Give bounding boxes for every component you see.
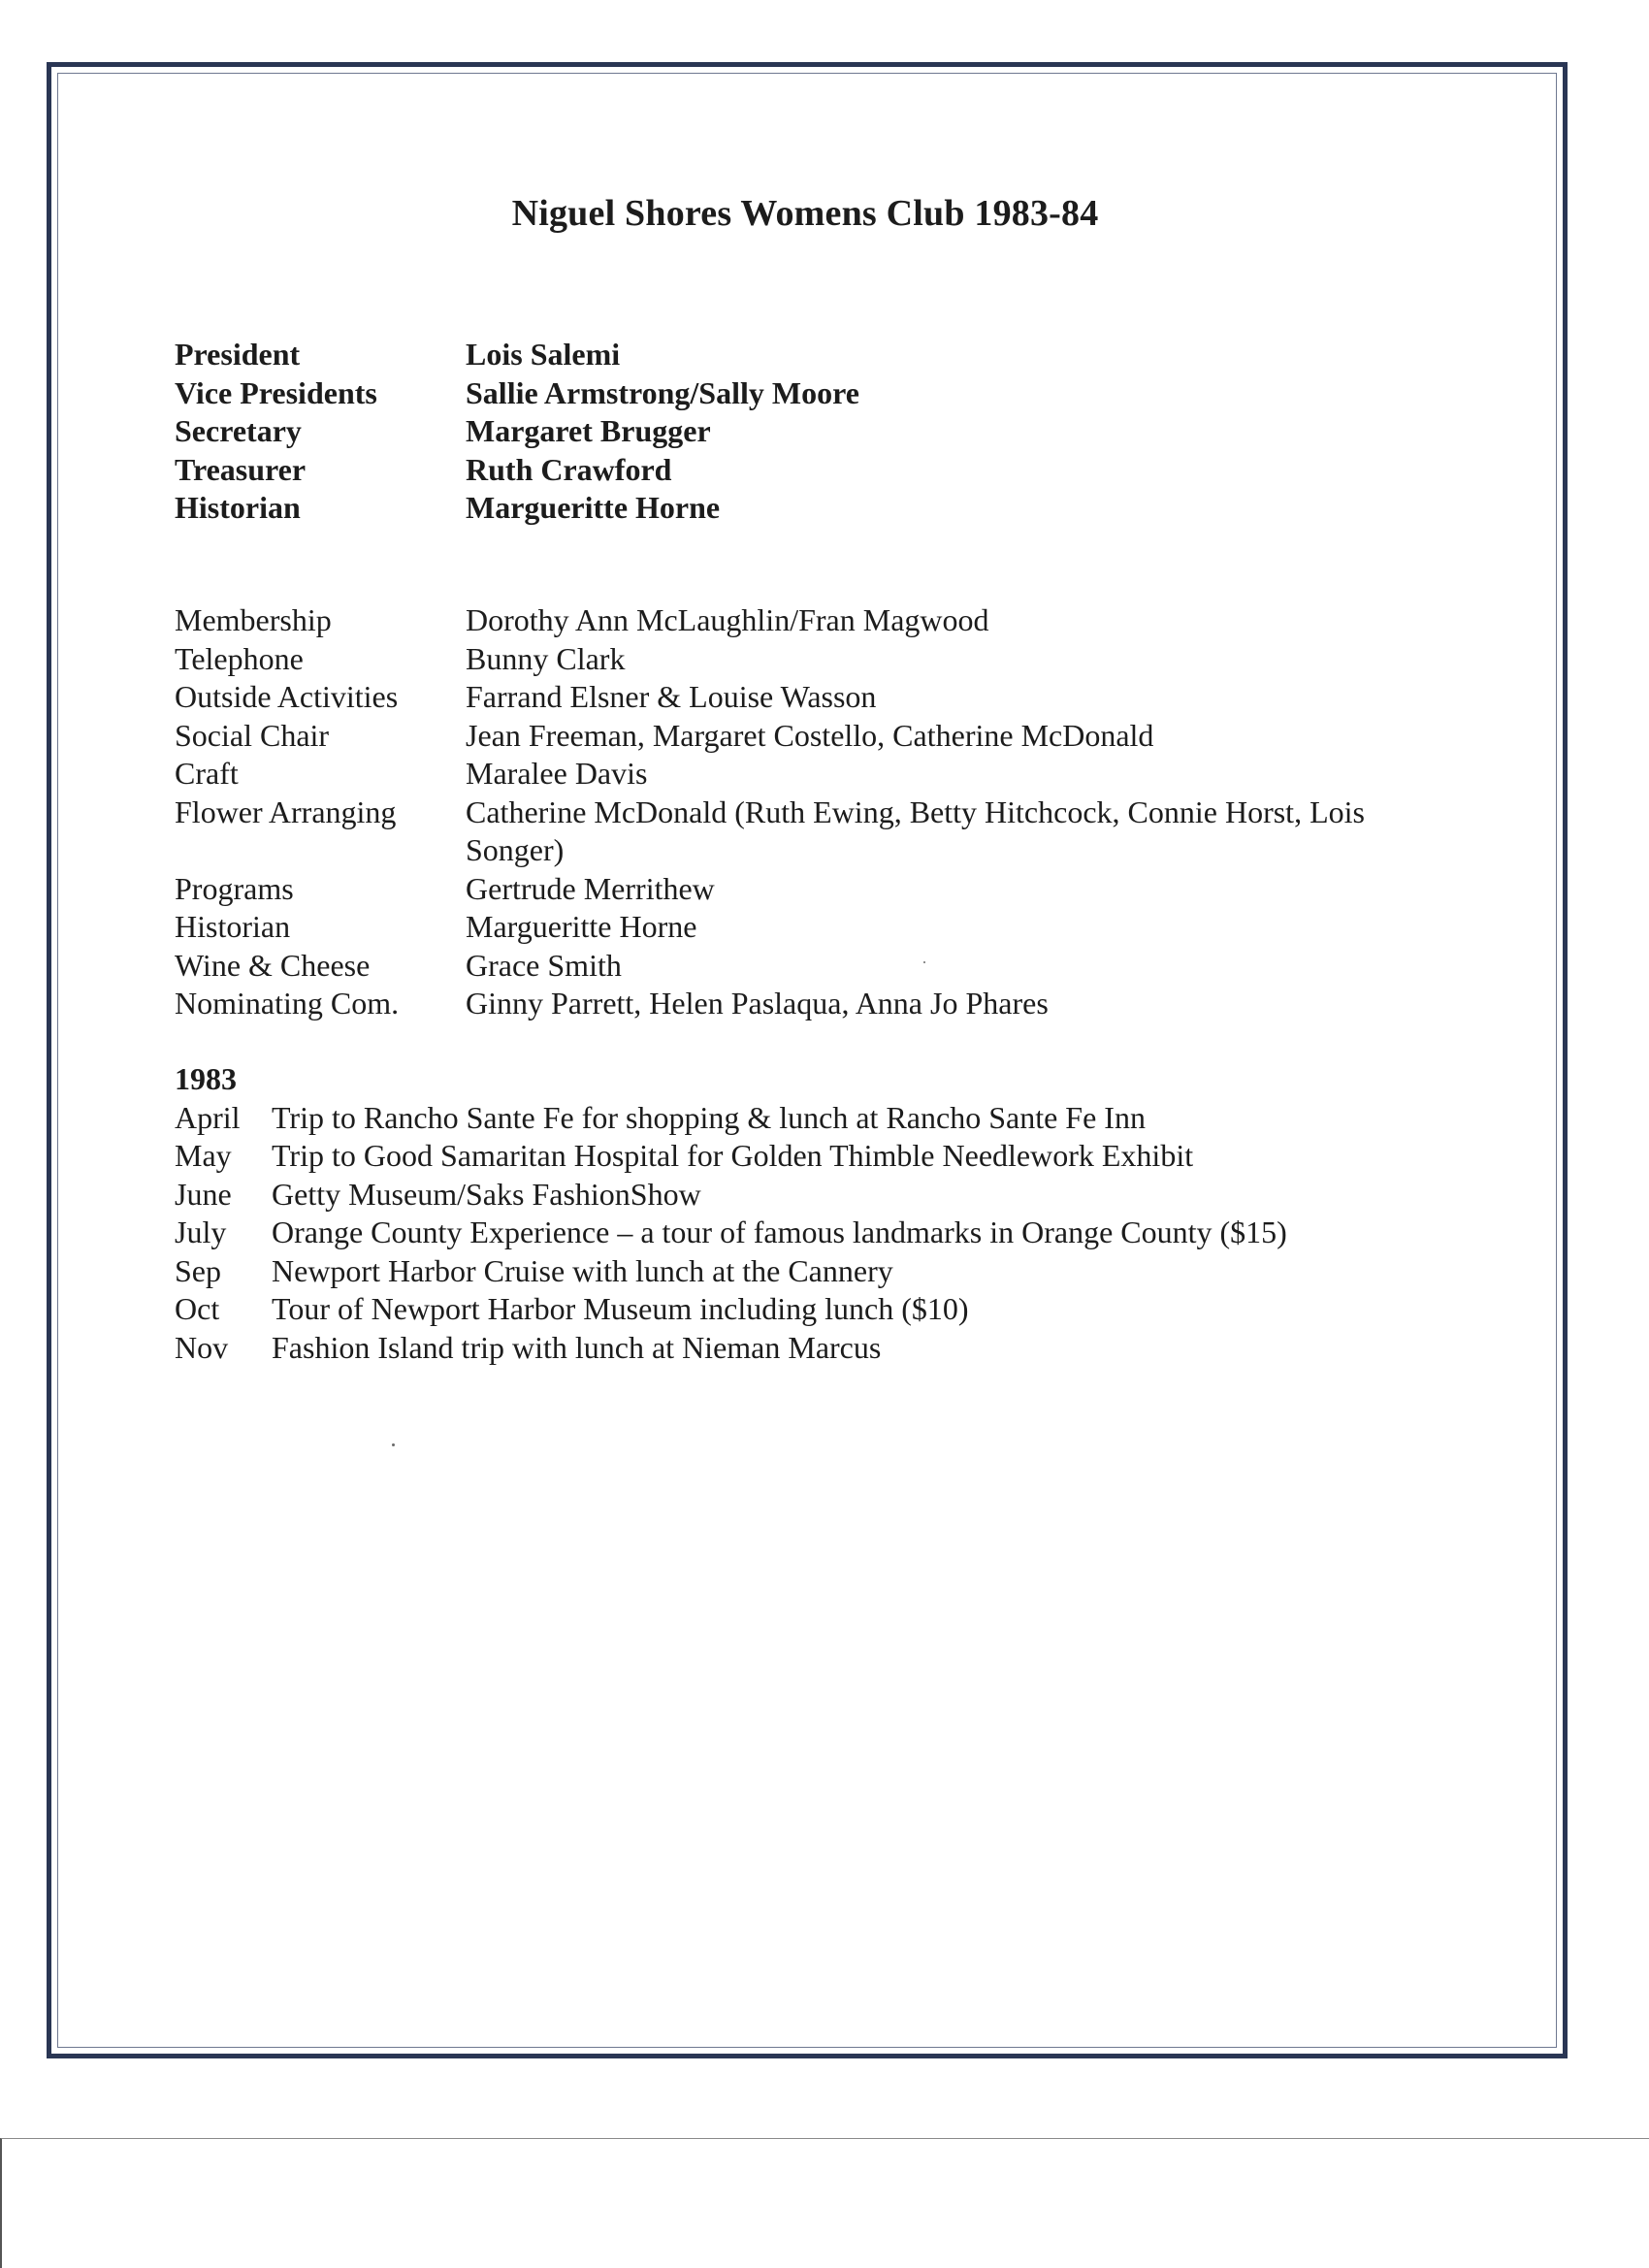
officer-name: Margueritte Horne xyxy=(466,490,721,525)
event-row xyxy=(175,1329,1436,1368)
event-row xyxy=(175,1290,1436,1329)
committee-members: Grace Smith xyxy=(466,947,622,983)
committee-role: Membership xyxy=(175,602,332,637)
officer-name: Sallie Armstrong/Sally Moore xyxy=(466,374,859,410)
committee-role: Nominating Com. xyxy=(175,986,400,1021)
event-description: Newport Harbor Cruise with lunch at the Cannery xyxy=(272,1252,893,1288)
committee-role: Wine & Cheese xyxy=(175,947,371,983)
committee-members: Maralee Davis xyxy=(466,756,648,791)
committee-members: Gertrude Merrithew xyxy=(466,870,715,906)
committee-role: Craft xyxy=(175,756,239,791)
event-description: Orange County Experience – a tour of famous landmarks in Orange County ($15) xyxy=(272,1215,1287,1249)
committee-row xyxy=(175,908,1436,947)
scan-speck xyxy=(392,1443,395,1446)
event-description: Fashion Island trip with lunch at Nieman Marcus xyxy=(272,1329,882,1365)
event-month: June xyxy=(175,1176,232,1212)
committee-row xyxy=(175,601,1436,640)
event-row xyxy=(175,1137,1436,1176)
committee-role: Flower Arranging xyxy=(175,794,397,829)
committee-role: Historian xyxy=(175,909,291,944)
event-description: Getty Museum/Saks FashionShow xyxy=(272,1176,701,1212)
committee-members: Dorothy Ann McLaughlin/Fran Magwood xyxy=(466,602,989,637)
events-section xyxy=(175,1060,1436,1367)
committee-members: Ginny Parrett, Helen Paslaqua, Anna Jo Phares xyxy=(466,986,1049,1021)
committee-members: Margueritte Horne xyxy=(466,909,697,944)
officer-role: President xyxy=(175,337,301,372)
committee-row xyxy=(175,755,1436,794)
event-month: April xyxy=(175,1099,241,1135)
event-row xyxy=(175,1214,1436,1252)
committee-row xyxy=(175,985,1436,1023)
page-title: Niguel Shores Womens Club 1983-84 xyxy=(511,193,1099,234)
officer-row xyxy=(175,374,1436,413)
committee-row xyxy=(175,717,1436,756)
committee-row xyxy=(175,794,1436,870)
officer-row xyxy=(175,489,1436,528)
committee-members: Jean Freeman, Margaret Costello, Catherine McDonald xyxy=(466,717,1154,753)
event-description: Trip to Good Samaritan Hospital for Golden Thimble Needlework Exhibit xyxy=(272,1138,1194,1173)
event-row xyxy=(175,1099,1436,1138)
officer-name: Lois Salemi xyxy=(466,337,621,372)
committee-row xyxy=(175,678,1436,717)
event-month: Sep xyxy=(175,1252,221,1288)
event-row xyxy=(175,1176,1436,1215)
officer-row xyxy=(175,412,1436,451)
committee-role: Programs xyxy=(175,870,294,906)
event-month: Nov xyxy=(175,1329,229,1365)
event-month: Oct xyxy=(175,1291,220,1326)
committee-role: Social Chair xyxy=(175,717,330,753)
officer-row xyxy=(175,336,1436,374)
events-year-heading: 1983 xyxy=(175,1061,237,1096)
officer-role: Historian xyxy=(175,490,301,525)
event-description: Trip to Rancho Sante Fe for shopping & lunch at Rancho Sante Fe Inn xyxy=(272,1099,1146,1135)
event-month: July xyxy=(175,1215,227,1249)
committee-members: Catherine McDonald (Ruth Ewing, Betty Hitchcock, Connie Horst, Lois Songer) xyxy=(466,794,1365,867)
committee-members: Bunny Clark xyxy=(466,640,626,676)
officer-role: Vice Presidents xyxy=(175,374,377,410)
officer-row xyxy=(175,451,1436,490)
committee-row xyxy=(175,947,1436,986)
scan-page-edge xyxy=(0,2138,1649,2268)
officer-name: Margaret Brugger xyxy=(466,413,711,448)
event-row xyxy=(175,1252,1436,1291)
officer-role: Secretary xyxy=(175,413,302,448)
committee-role: Outside Activities xyxy=(175,679,399,714)
event-description: Tour of Newport Harbor Museum including lunch ($10) xyxy=(272,1291,969,1326)
committee-row xyxy=(175,640,1436,679)
officer-name: Ruth Crawford xyxy=(466,451,672,487)
officers-list xyxy=(175,336,1436,528)
committee-members: Farrand Elsner & Louise Wasson xyxy=(466,679,877,714)
event-month: May xyxy=(175,1138,232,1173)
committee-role: Telephone xyxy=(175,640,304,676)
committees-list xyxy=(175,601,1436,1023)
committee-row xyxy=(175,870,1436,909)
officer-role: Treasurer xyxy=(175,451,307,487)
